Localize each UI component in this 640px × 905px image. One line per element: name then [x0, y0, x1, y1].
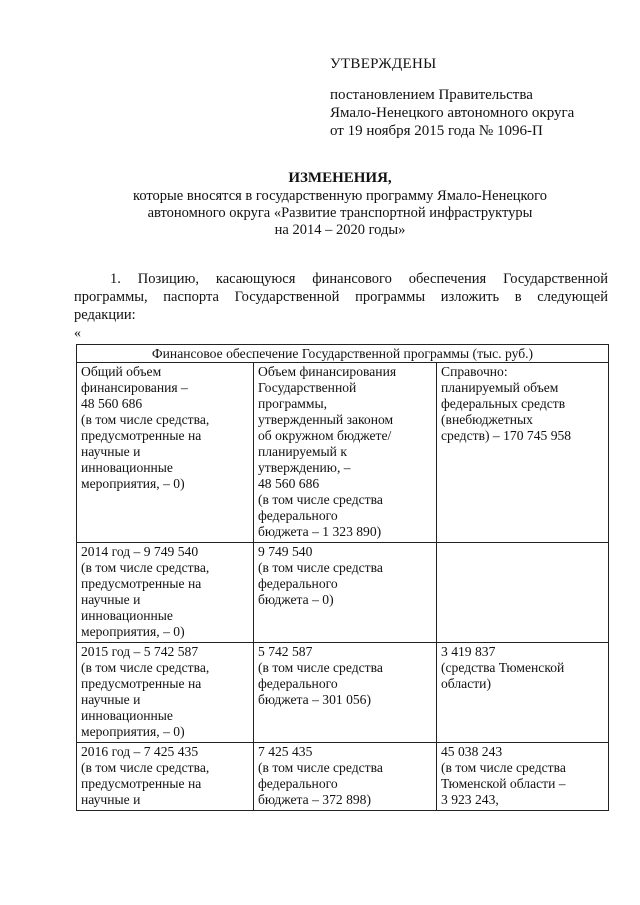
cell-line: 2015 год – 5 742 587	[81, 644, 199, 659]
cell-line: мероприятия, – 0)	[81, 724, 185, 739]
cell-line: 45 038 243	[441, 744, 503, 759]
cell-line: федерального	[258, 676, 338, 691]
table-row	[77, 543, 609, 643]
paragraph-line: программы, паспорта Государственной программы изложить в следующей	[74, 289, 608, 305]
cell-line: предусмотренные на	[81, 776, 202, 791]
cell-line: инновационные	[81, 708, 173, 723]
cell-line: научные и	[81, 692, 141, 707]
body-paragraph	[74, 270, 608, 324]
opening-quote-mark: «	[74, 326, 81, 341]
cell-line: области)	[441, 676, 491, 691]
cell-line: научные и	[81, 792, 141, 807]
cell-line: (в том числе средства	[258, 560, 383, 575]
total-funding-cell	[77, 543, 254, 643]
program-budget-cell	[254, 643, 437, 743]
cell-line: 2014 год – 9 749 540	[81, 544, 199, 559]
cell-line: Тюменской области –	[441, 776, 566, 791]
cell-line: 2016 год – 7 425 435	[81, 744, 199, 759]
cell-line: (внебюджетных	[441, 412, 533, 427]
cell-line: научные и	[81, 444, 141, 459]
total-funding-cell	[77, 643, 254, 743]
cell-line: 7 425 435	[258, 744, 313, 759]
cell-line: (в том числе средства	[258, 492, 383, 507]
cell-line: 48 560 686	[258, 476, 320, 491]
changes-heading	[60, 170, 620, 239]
cell-line: (в том числе средства	[441, 760, 566, 775]
cell-line: 3 419 837	[441, 644, 496, 659]
cell-line: 3 923 243,	[441, 792, 499, 807]
cell-line: Объем финансирования	[258, 364, 397, 379]
heading-line: на 2014 – 2020 годы»	[274, 222, 406, 238]
cell-line: мероприятия, – 0)	[81, 624, 185, 639]
reference-funds-cell	[437, 543, 609, 643]
approval-block	[330, 55, 574, 140]
cell-line: планируемый объем	[441, 380, 559, 395]
cell-line: утверждению, –	[258, 460, 351, 475]
cell-line: инновационные	[81, 460, 173, 475]
cell-line: 48 560 686	[81, 396, 143, 411]
cell-line: планируемый к	[258, 444, 347, 459]
reference-funds-cell	[437, 743, 609, 811]
cell-line: (в том числе средства,	[81, 412, 210, 427]
cell-line: федеральных средств	[441, 396, 566, 411]
reference-funds-cell	[437, 643, 609, 743]
cell-line: программы,	[258, 396, 328, 411]
cell-line: предусмотренные на	[81, 576, 202, 591]
cell-line: бюджета – 372 898)	[258, 792, 371, 807]
cell-line: предусмотренные на	[81, 428, 202, 443]
cell-line: (в том числе средства,	[81, 760, 210, 775]
cell-line: научные и	[81, 592, 141, 607]
cell-line: федерального	[258, 576, 338, 591]
approval-line: постановлением Правительства	[330, 87, 533, 103]
table-header-row	[77, 345, 609, 363]
cell-line: федерального	[258, 776, 338, 791]
paragraph-line: 1. Позицию, касающуюся финансового обеспечения Государственной	[110, 271, 608, 287]
cell-line: об окружном бюджете/	[258, 428, 392, 443]
heading-title: ИЗМЕНЕНИЯ,	[288, 170, 392, 186]
cell-line: Государственной	[258, 380, 357, 395]
table-row	[77, 643, 609, 743]
cell-line: предусмотренные на	[81, 676, 202, 691]
program-budget-cell	[254, 543, 437, 643]
program-budget-cell	[254, 363, 437, 543]
cell-line: Общий объем	[81, 364, 162, 379]
financing-table	[76, 344, 609, 811]
approval-line: Ямало-Ненецкого автономного округа	[330, 105, 575, 121]
cell-line: (в том числе средства	[258, 760, 383, 775]
cell-line: бюджета – 1 323 890)	[258, 524, 382, 539]
table-body	[77, 363, 609, 811]
cell-line: федерального	[258, 508, 338, 523]
cell-line: бюджета – 301 056)	[258, 692, 371, 707]
cell-line: 9 749 540	[258, 544, 313, 559]
cell-line: инновационные	[81, 608, 173, 623]
paragraph-line: редакции:	[74, 307, 136, 323]
cell-line: Справочно:	[441, 364, 508, 379]
cell-line: (в том числе средства,	[81, 660, 210, 675]
cell-line: средств) – 170 745 958	[441, 428, 572, 443]
table-row	[77, 743, 609, 811]
total-funding-cell	[77, 363, 254, 543]
cell-line: мероприятия, – 0)	[81, 476, 185, 491]
table-row	[77, 363, 609, 543]
cell-line: 5 742 587	[258, 644, 313, 659]
heading-line: которые вносятся в государственную программу Ямало-Ненецкого	[133, 188, 547, 204]
cell-line: (в том числе средства	[258, 660, 383, 675]
total-funding-cell	[77, 743, 254, 811]
approval-line: от 19 ноября 2015 года № 1096-П	[330, 123, 543, 139]
cell-line: (средства Тюменской	[441, 660, 565, 675]
reference-funds-cell	[437, 363, 609, 543]
table-header: Финансовое обеспечение Государственной программы (тыс. руб.)	[77, 345, 609, 363]
program-budget-cell	[254, 743, 437, 811]
cell-line: (в том числе средства,	[81, 560, 210, 575]
approval-title: УТВЕРЖДЕНЫ	[330, 56, 437, 72]
cell-line: финансирования –	[81, 380, 188, 395]
cell-line: бюджета – 0)	[258, 592, 334, 607]
cell-line: утвержденный законом	[258, 412, 394, 427]
heading-line: автономного округа «Развитие транспортной инфраструктуры	[147, 205, 533, 221]
